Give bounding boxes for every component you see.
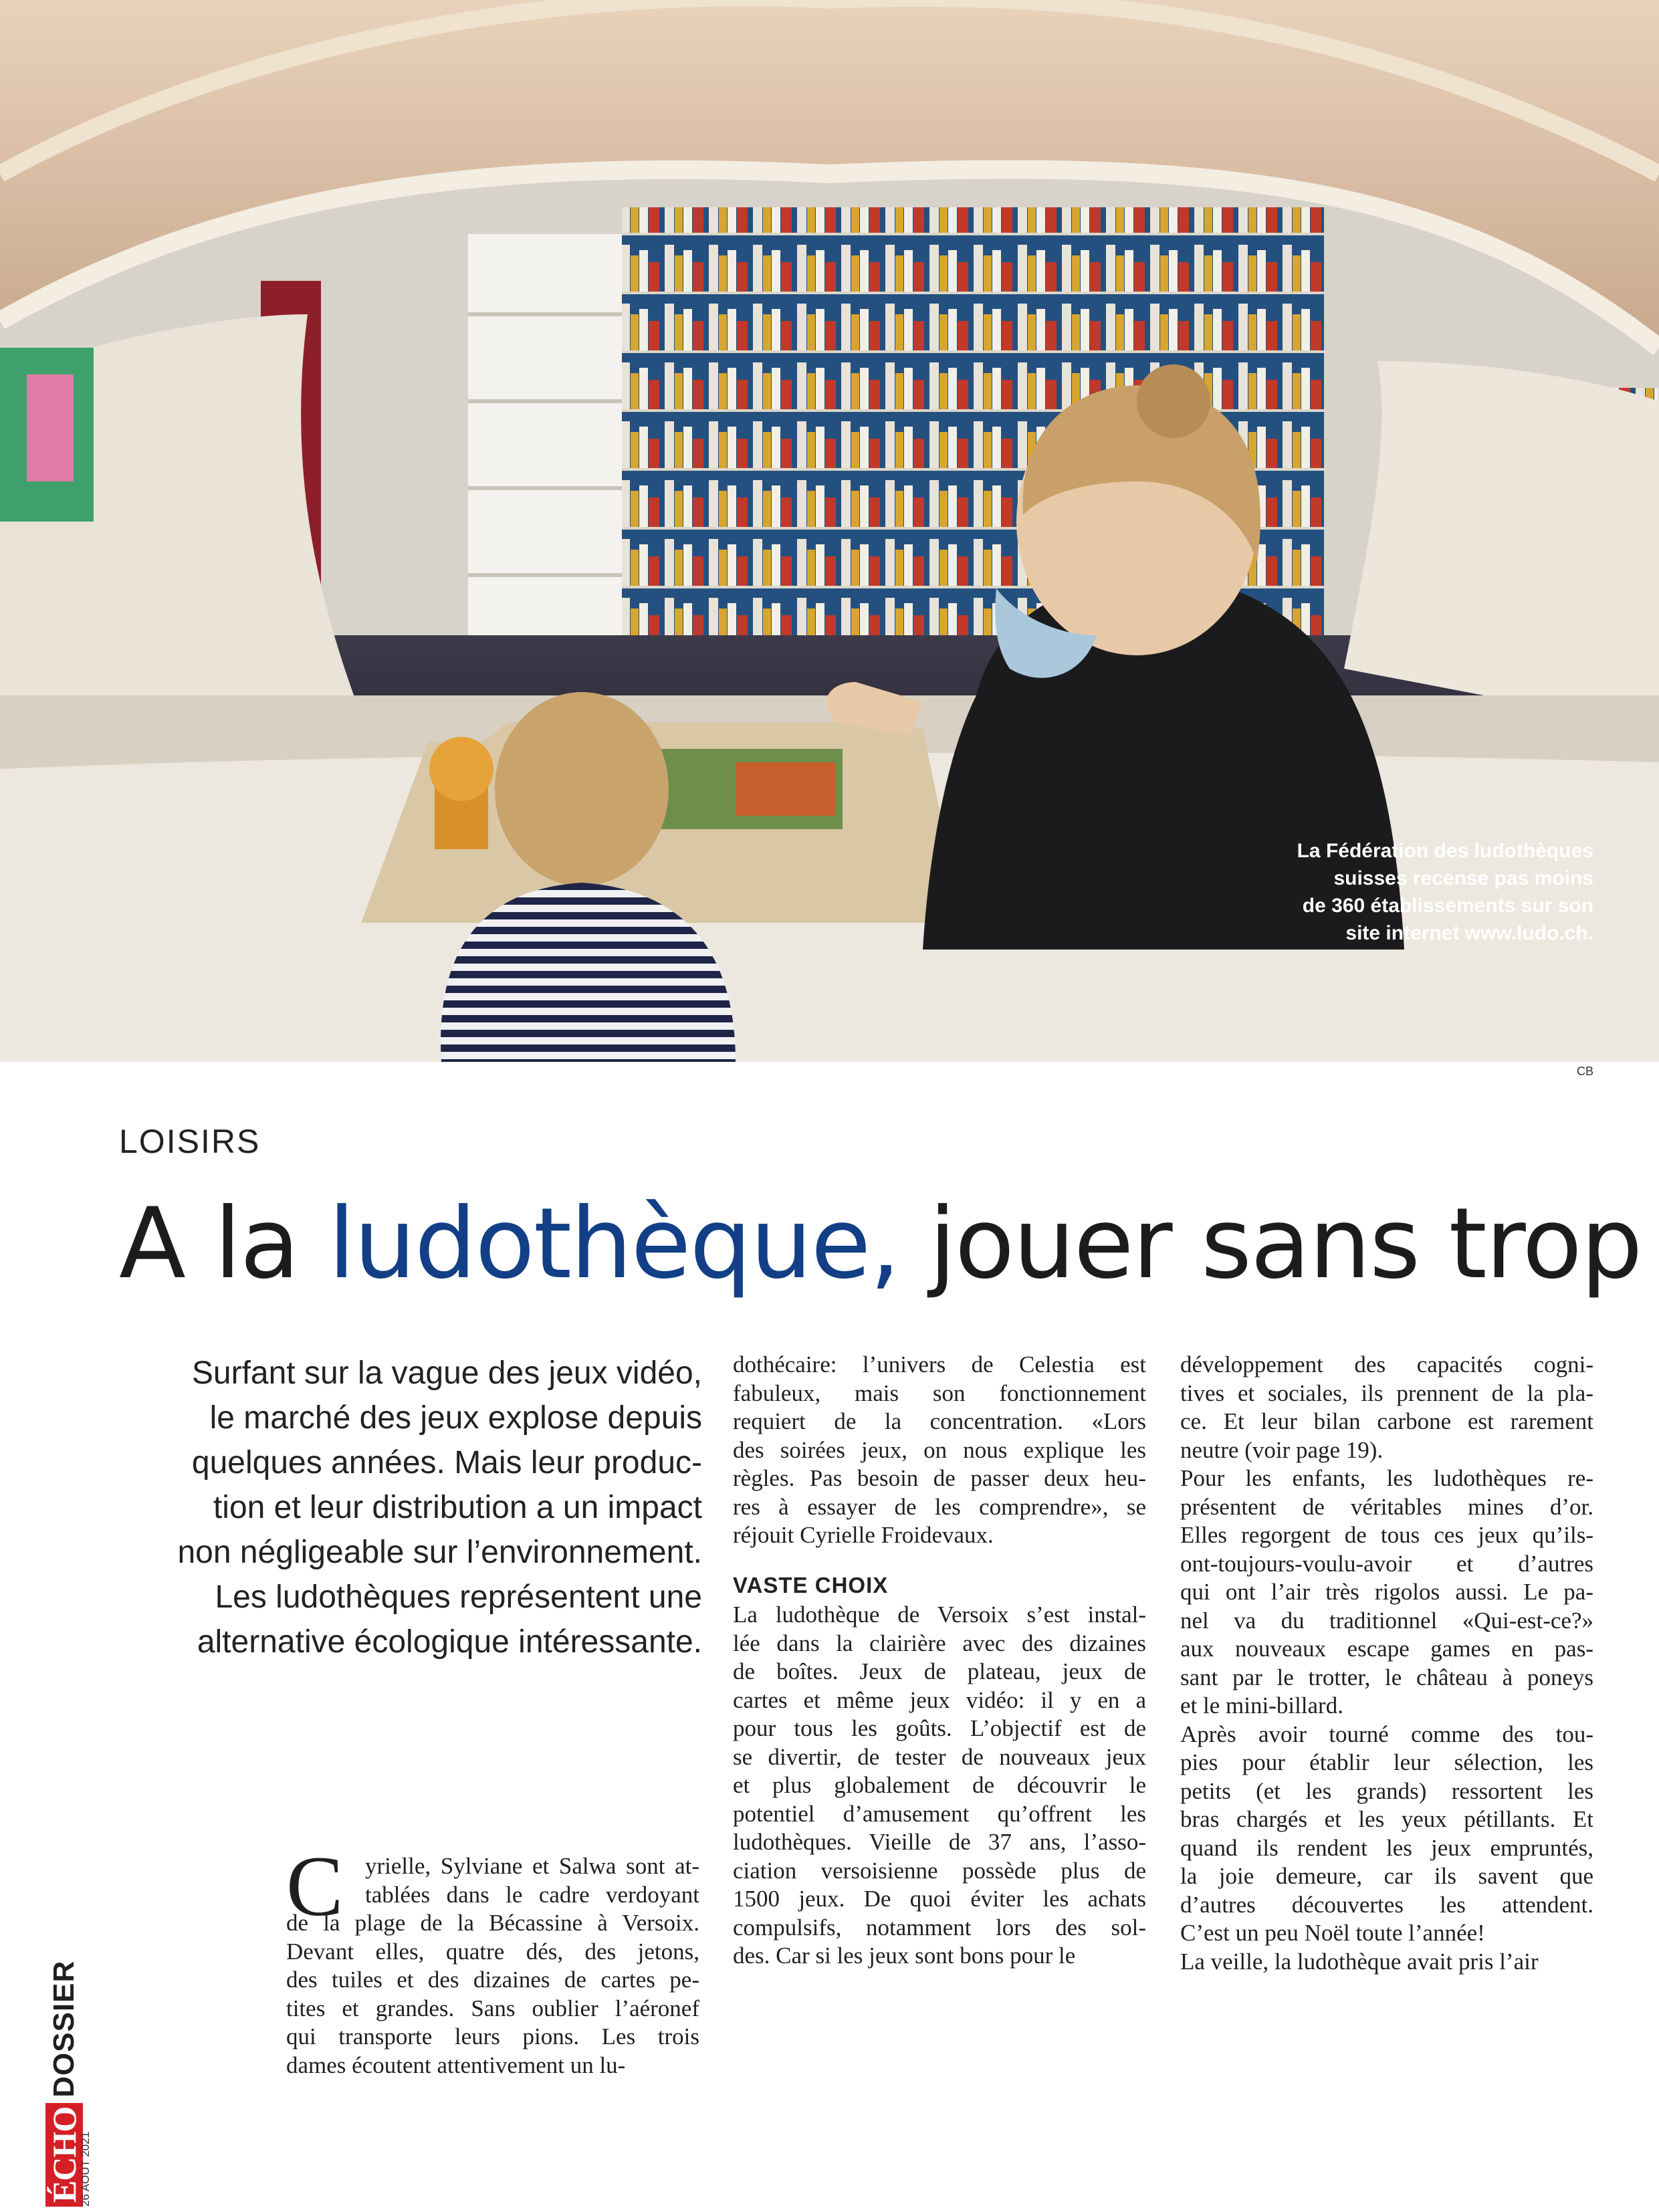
lead-line: Les ludothèques représentent une (215, 1579, 702, 1615)
column-2-paragraph (733, 1601, 1146, 1971)
issue-date: 26 AOÛT 2021 (79, 2131, 92, 2207)
text-line: lée dans la clairière avec des dizaines (733, 1630, 1146, 1656)
text-line: tives et sociales, ils prennent de la pla- (1180, 1379, 1593, 1406)
text-line: bras chargés et les yeux pétillants. Et (1180, 1806, 1593, 1832)
lead-line: Surfant sur la vague des jeux vidéo, (191, 1355, 702, 1391)
text-line: présentent de véritables mines d’or. (1180, 1493, 1593, 1520)
text-line: se divertir, de tester de nouveaux jeux (733, 1743, 1146, 1770)
photo-caption-line: suisses recense pas moins (1333, 867, 1593, 889)
text-line: potentiel d’amusement qu’offrent les (733, 1800, 1146, 1827)
text-line: quand ils rendent les jeux empruntés, (1180, 1834, 1593, 1861)
text-line: sant par le trotter, le château à poneys (1180, 1664, 1593, 1690)
text-line: Devant elles, quatre dés, des jetons, (286, 1938, 699, 1965)
text-line: cartes et même jeux vidéo: il y en a (733, 1686, 1146, 1713)
text-line: Après avoir tourné comme des tou- (1180, 1721, 1593, 1747)
text-line: et plus globalement de découvrir le (733, 1772, 1146, 1798)
text-line: C’est un peu Noël toute l’année! (1180, 1920, 1485, 1946)
text-line: qui ont l’air très rigolos aussi. Le pa- (1180, 1579, 1593, 1605)
text-line: Pour les enfants, les ludothèques re- (1180, 1465, 1593, 1491)
text-line: la joie demeure, car ils savent que (1180, 1863, 1593, 1889)
text-line: res à essayer de les comprendre», se (733, 1493, 1146, 1520)
headline-end: jouer sans trop (899, 1187, 1642, 1301)
text-line: ce. Et leur bilan carbone est rarement (1180, 1408, 1593, 1434)
photo-caption-line: de 360 établissements sur son (1302, 895, 1593, 917)
magazine-logo: ÉCHO (45, 2103, 83, 2207)
drop-cap: C (286, 1839, 344, 1934)
text-line: neutre (voir page 19). (1180, 1436, 1384, 1463)
text-line: ont-toujours-voulu-avoir et d’autres (1180, 1550, 1593, 1577)
article-lead (100, 1351, 702, 1664)
text-line: dames écoutent attentivement un lu- (286, 2052, 626, 2078)
text-line: tablées dans le cadre verdoyant (365, 1881, 699, 1908)
photo-credit: CB (1576, 1065, 1593, 1078)
text-line: des. Car si les jeux sont bons pour le (733, 1943, 1076, 1969)
text-line: La veille, la ludothèque avait pris l’air (1180, 1948, 1539, 1975)
text-line: Elles regorgent de tous ces jeux qu’ils- (1180, 1522, 1593, 1548)
text-line: de boîtes. Jeux de plateau, jeux de (733, 1658, 1146, 1684)
text-line: yrielle, Sylviane et Salwa sont at- (365, 1853, 699, 1879)
text-line: d’autres découvertes les attendent. (1180, 1891, 1593, 1918)
text-line: ciation versoisienne possède plus de (733, 1857, 1146, 1884)
lead-line: non négligeable sur l’environnement. (177, 1535, 702, 1570)
column-2-paragraph (733, 1351, 1146, 1550)
text-line: règles. Pas besoin de passer deux heu- (733, 1465, 1146, 1491)
text-line: de la plage de la Bécassine à Versoix. (286, 1910, 699, 1936)
lead-line: le marché des jeux explose depuis (209, 1400, 702, 1436)
article-headline (119, 1184, 1642, 1304)
headline-accent: ludothèque, (328, 1187, 899, 1301)
text-line: 1500 jeux. De quoi éviter les achats (733, 1886, 1146, 1912)
photo-caption (1179, 837, 1593, 947)
photo-caption-line: La Fédération des ludothèques (1297, 840, 1593, 862)
text-line: requiert de la concentration. «Lors (733, 1408, 1146, 1434)
article-photo (0, 0, 1659, 1062)
body-column-3 (1180, 1351, 1593, 1976)
text-line: tites et grandes. Sans oublier l’aéronef (286, 1995, 699, 2021)
body-column-2 (733, 1351, 1146, 1971)
text-line: dothécaire: l’univers de Celestia est (733, 1351, 1146, 1377)
section-rubric: LOISIRS (119, 1123, 261, 1160)
text-line: pour tous les goûts. L’objectif est de (733, 1715, 1146, 1741)
text-line: réjouit Cyrielle Froidevaux. (733, 1522, 994, 1548)
text-line: et le mini-billard. (1180, 1692, 1343, 1719)
text-line: aux nouveaux escape games en pas- (1180, 1636, 1593, 1662)
text-line: petits (et les grands) ressortent les (1180, 1777, 1593, 1804)
text-line: des tuiles et des dizaines de cartes pe- (286, 1967, 699, 1993)
photo-caption-line: site internet www.ludo.ch. (1345, 922, 1593, 944)
lead-line: alternative écologique intéressante. (197, 1624, 702, 1660)
headline-start: A la (119, 1187, 328, 1301)
text-line: fabuleux, mais son fonctionnement (733, 1379, 1146, 1406)
text-line: des soirées jeux, on nous explique les (733, 1436, 1146, 1463)
text-line: nel va du traditionnel «Qui-est-ce?» (1180, 1607, 1593, 1634)
text-line: qui transporte leurs pions. Les trois (286, 2023, 699, 2050)
section-label: DOSSIER (47, 1960, 80, 2098)
text-line: La ludothèque de Versoix s’est instal- (733, 1601, 1146, 1628)
subheading: VASTE CHOIX (733, 1572, 889, 1597)
lead-line: tion et leur distribution a un impact (213, 1490, 702, 1525)
text-line: compulsifs, notamment lors des sol- (733, 1914, 1146, 1941)
text-line: ludothèques. Vieille de 37 ans, l’asso- (733, 1829, 1146, 1855)
lead-line: quelques années. Mais leur produc- (191, 1445, 702, 1480)
text-line: pies pour établir leur sélection, les (1180, 1749, 1593, 1775)
body-column-1 (286, 1839, 699, 2080)
text-line: développement des capacités cogni- (1180, 1351, 1593, 1377)
